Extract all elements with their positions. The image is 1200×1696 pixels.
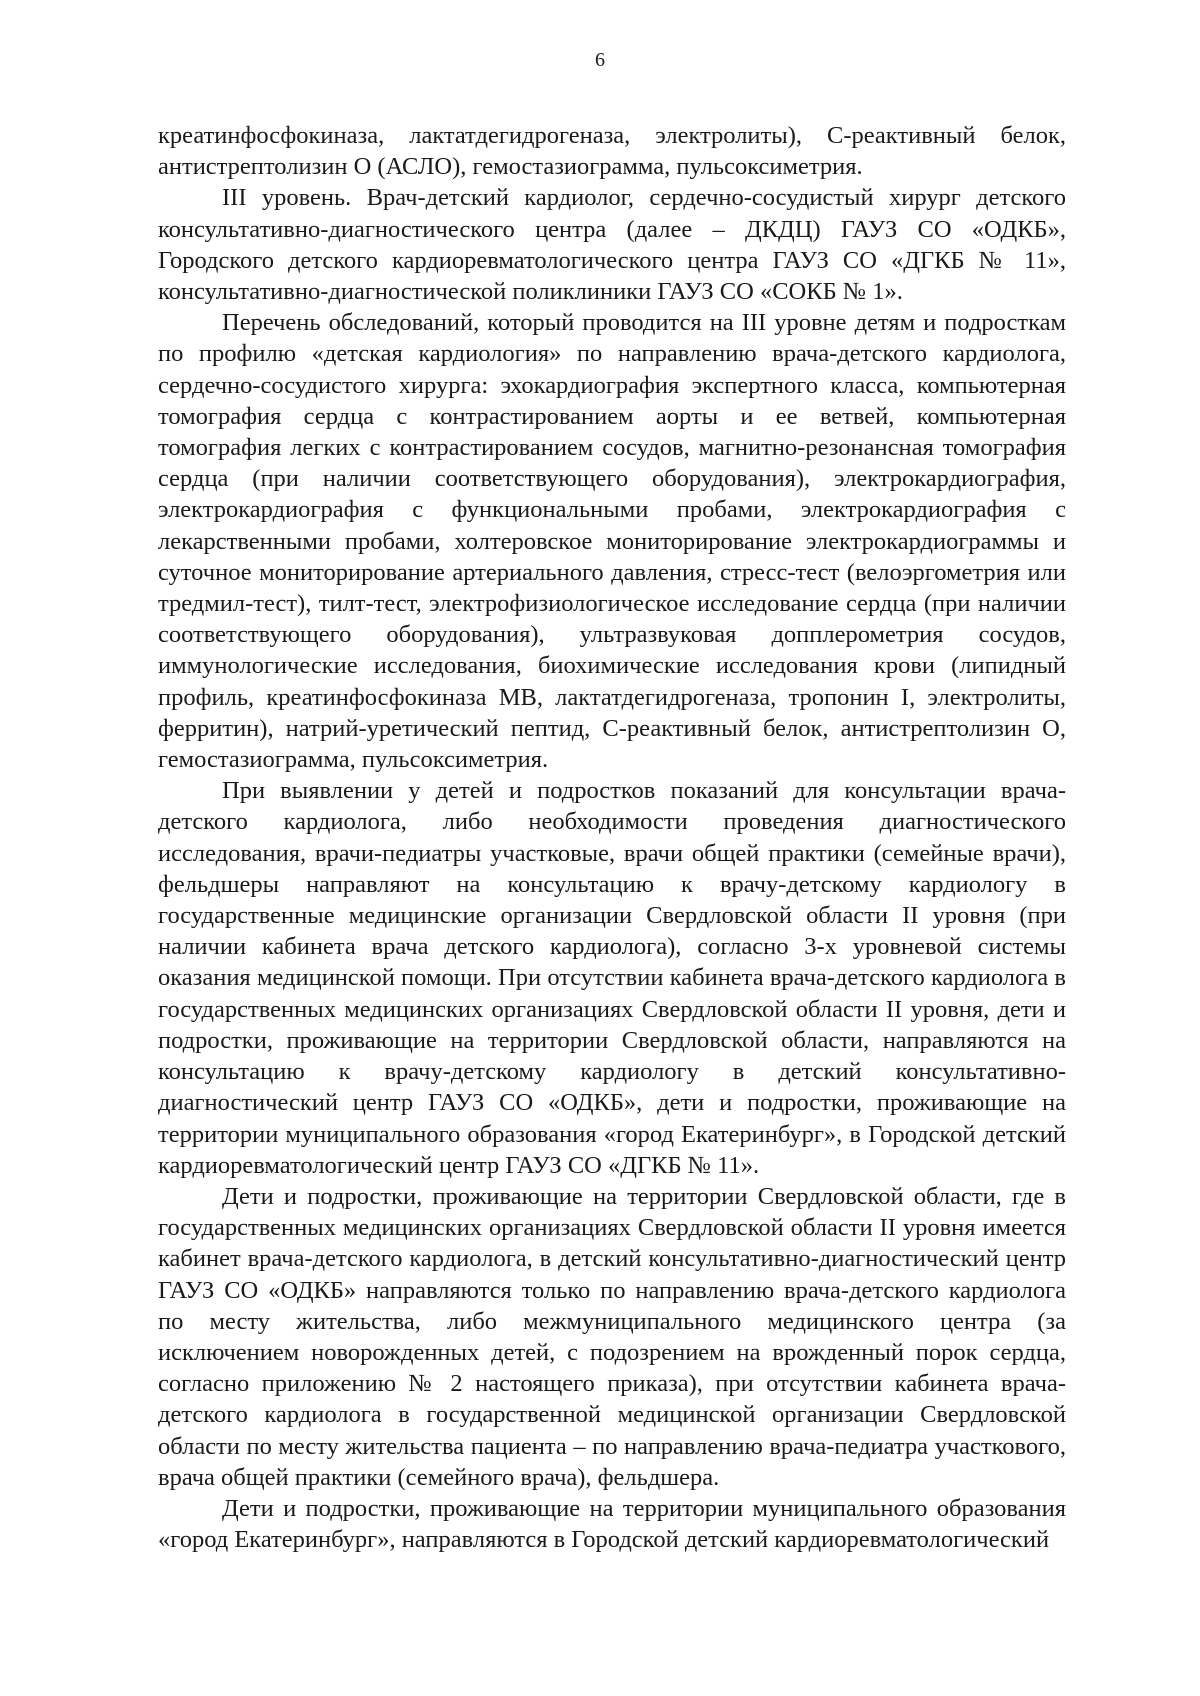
paragraph-referral-rules: При выявлении у детей и подростков показаний для консультации врача-детского кардиолога, либо необходимости проведения диагностического исследования, врачи-педиатры участковые, врачи общей практики (семейные врачи), фельдшеры направляют на консультацию к врачу-детскому кардиологу в государственные медицинские организации Свердловской области II уровня (при наличии кабинета врача детского кардиолога), согласно 3-х уровневой системы оказания медицинской помощи. При отсутствии кабинета врача-детского кардиолога в государственных медицинских организациях Свердловской области II уровня, дети и подростки, проживающие на территории Свердловской области, направляются на консультацию к врачу-детскому кардиологу в детский консультативно-диагностический центр ГАУЗ СО «ОДКБ», дети и подростки, проживающие на территории муниципального образования «город Екатеринбург», в Городской детский кардиоревматологический центр ГАУЗ СО «ДГКБ № 11». — [158, 777, 1066, 1179]
paragraph-level-3: III уровень. Врач-детский кардиолог, сердечно-сосудистый хирург детского консультативно-диагностического центра (далее – ДКДЦ) ГАУЗ СО «ОДКБ», Городского детского кардиоревматологического центра ГАУЗ СО «ДГКБ № 11», консультативно-диагностической поликлиники ГАУЗ СО «СОКБ № 1». — [158, 184, 1066, 306]
paragraph-continuation: креатинфосфокиназа, лактатдегидрогеназа, электролиты), С-реактивный белок, антистрептолизин О (АСЛО), гемостазиограмма, пульсоксиметрия. — [158, 122, 1066, 181]
paragraph-city-referral: Дети и подростки, проживающие на территории муниципального образования «город Екатеринбург», направляются в Городской детский кардиоревматологический — [158, 1494, 1066, 1554]
document-body — [158, 120, 1066, 1555]
paragraph-region-referral: Дети и подростки, проживающие на территории Свердловской области, где в государственных медицинских организациях Свердловской области II уровня имеется кабинет врача-детского кардиолога, в детский консультативно-диагностический центр ГАУЗ СО «ОДКБ» направляются только по направлению врача-детского кардиолога по месту жительства, либо межмуниципального медицинского центра (за исключением новорожденных детей, с подозрением на врожденный порок сердца, согласно приложению № 2 настоящего приказа), при отсутствии кабинета врача-детского кардиолога в государственной медицинской организации Свердловской области по месту жительства пациента – по направлению врача-педиатра участкового, врача общей практики (семейного врача), фельдшера. — [158, 1182, 1066, 1491]
page-number: 6 — [595, 49, 605, 71]
paragraph-exam-list: Перечень обследований, который проводится на III уровне детям и подросткам по профилю «детская кардиология» по направлению врача-детского кардиолога, сердечно-сосудистого хирурга: эхокардиография экспертного класса, компьютерная томография сердца с контрастированием аорты и ее ветвей, компьютерная томография легких с контрастированием сосудов, магнитно-резонансная томография сердца (при наличии соответствующего оборудования), электрокардиография, электрокардиография с функциональными пробами, электрокардиография с лекарственными пробами, холтеровское мониторирование электрокардиограммы и суточное мониторирование артериального давления, стресс-тест (велоэргометрия или тредмил-тест), тилт-тест, электрофизиологическое исследование сердца (при наличии соответствующего оборудования), ультразвуковая допплерометрия сосудов, иммунологические исследования, биохимические исследования крови (липидный профиль, креатинфосфокиназа МВ, лактатдегидрогеназа, тропонин I, электролиты, ферритин), натрий-уретический пептид, С-реактивный белок, антистрептолизин О, гемостазиограмма, пульсоксиметрия. — [158, 309, 1066, 774]
